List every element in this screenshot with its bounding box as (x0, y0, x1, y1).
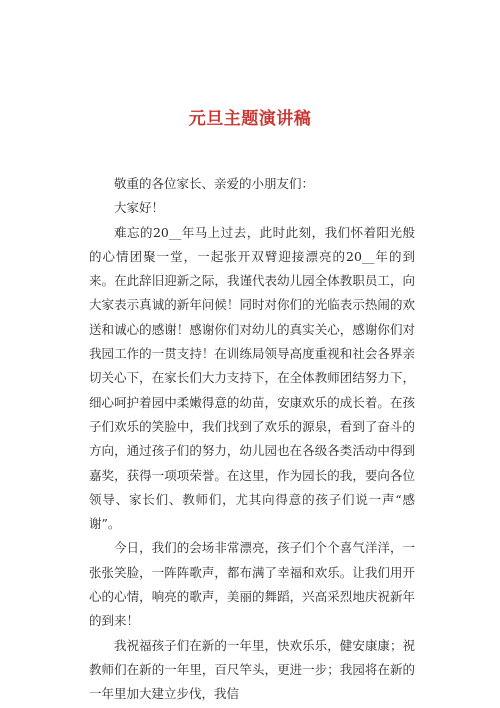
body-paragraph: 难忘的20__年马上过去，此时此刻，我们怀着阳光般的心情团聚一堂，一起张开双臂迎接漂亮的20__年的到来。在此辞旧迎新之际，我谨代表幼儿园全体教职员工，向大家表示真诚的新年问候！同时对你们的光临表示热闹的欢送和诚心的感谢！感谢你们对幼儿的真实关心，感谢你们对我园工作的一贯支持！在训练局领导高度重视和社会各界亲切关心下，在家长们大力支持下，在全体教师团结努力下，细心呵护着园中柔嫩得意的幼苗，安康欢乐的成长着。在孩子们欢乐的笑脸中，我们找到了欢乐的源泉，看到了奋斗的方向，通过孩子们的努力，幼儿园也在各级各类活动中得到嘉奖，获得一项项荣誉。在这里，作为园长的我，要向各位领导、家长们、教师们，尤其向得意的孩子们说一声“感谢”。 (89, 224, 415, 532)
body-paragraph: 今日，我们的会场非常漂亮，孩子们个个喜气洋洋，一张张笑脸，一阵阵歌声，都布满了幸福和欢乐。让我们用开心的心情，响亮的歌声，美丽的舞蹈，兴高采烈地庆祝新年的到来！ (89, 540, 415, 629)
greeting-paragraph: 大家好！ (114, 200, 165, 216)
salutation-paragraph: 敬重的各位家长、亲爱的小朋友们： (114, 176, 315, 191)
body-paragraph: 我祝福孩子们在新的一年里，快欢乐乐，健安康康；祝教师们在新的一年里，百尺竿头，更进一步；我园将在新的一年里加大建立步伐，我信 (89, 637, 415, 702)
document-body (89, 172, 415, 707)
document-title: 元旦主题演讲稿 (188, 109, 312, 129)
